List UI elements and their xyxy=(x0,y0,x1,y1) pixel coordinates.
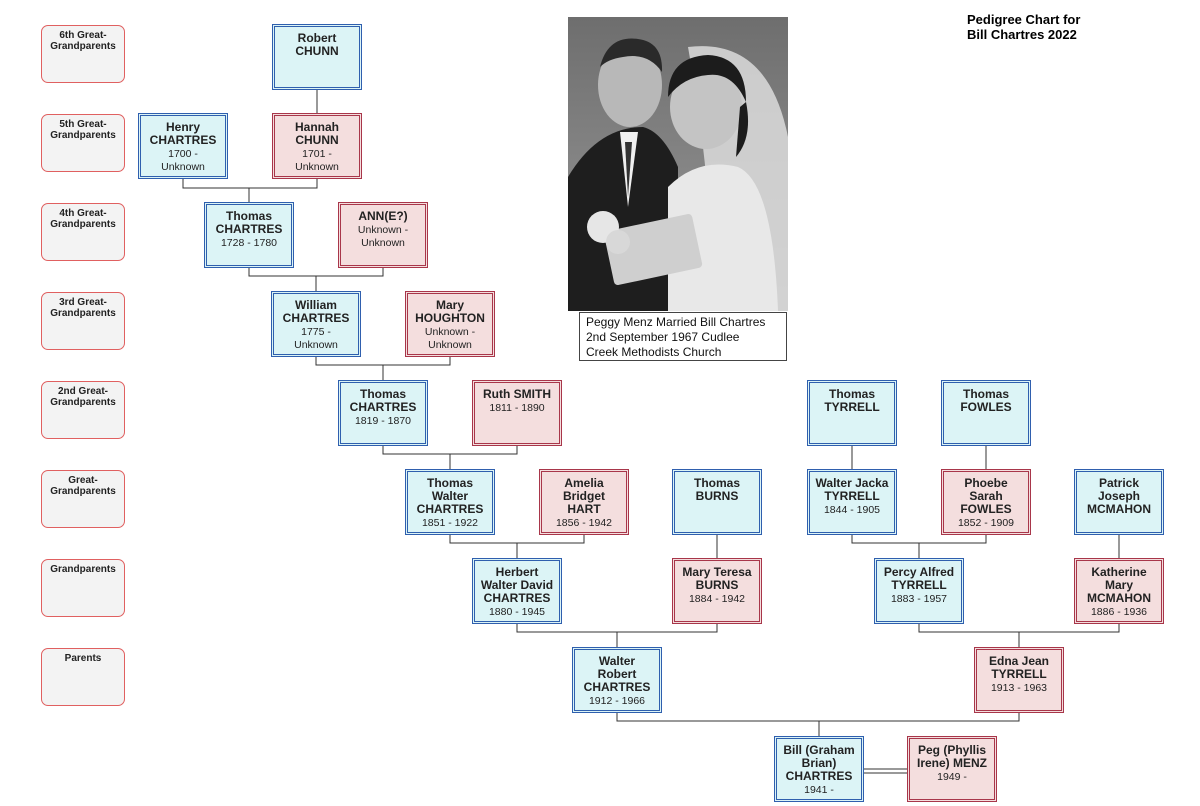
person-card-percy-tyrrell[interactable] xyxy=(874,558,964,624)
wedding-photo xyxy=(568,17,788,311)
generation-label-line: Grandparents xyxy=(50,486,116,497)
person-dates: 1852 - 1909 xyxy=(957,517,1015,529)
person-card-henry-chartres[interactable] xyxy=(138,113,228,179)
photo-caption-line: Creek Methodists Church xyxy=(586,345,722,359)
person-card-patrick-mcmahon[interactable] xyxy=(1074,469,1164,535)
person-dates: Unknown - Unknown xyxy=(357,224,409,249)
person-card-thomas-fowles[interactable] xyxy=(941,380,1031,446)
photo-caption xyxy=(579,312,787,361)
person-dates: 1913 - 1963 xyxy=(990,682,1048,694)
person-dates: Unknown - Unknown xyxy=(424,326,476,351)
person-card-amelia-hart[interactable] xyxy=(539,469,629,535)
person-name: William CHARTRES xyxy=(282,298,350,325)
generation-label-line: 3rd Great- xyxy=(59,297,107,308)
chart-title-line: Pedigree Chart for xyxy=(967,12,1081,27)
person-name: Thomas FOWLES xyxy=(960,387,1012,414)
generation-label-great xyxy=(41,470,125,528)
person-card-thomas-burns[interactable] xyxy=(672,469,762,535)
generation-label-line: 5th Great- xyxy=(59,119,107,130)
person-card-phoebe-fowles[interactable] xyxy=(941,469,1031,535)
person-dates: 1912 - 1966 xyxy=(588,695,646,707)
person-name: Thomas TYRRELL xyxy=(824,387,880,414)
generation-label-3rd-great xyxy=(41,292,125,350)
person-dates: 1819 - 1870 xyxy=(354,415,412,427)
person-dates: 1884 - 1942 xyxy=(688,593,746,605)
photo-caption-line: Peggy Menz Married Bill Chartres xyxy=(586,315,766,329)
person-card-walter-robert-chartres[interactable] xyxy=(572,647,662,713)
person-name: Percy Alfred TYRRELL xyxy=(883,565,955,592)
person-dates: 1886 - 1936 xyxy=(1090,606,1148,618)
person-dates: 1880 - 1945 xyxy=(488,606,546,618)
person-name: Thomas Walter CHARTRES xyxy=(416,476,484,516)
generation-label-4th-great xyxy=(41,203,125,261)
person-name: Thomas CHARTRES xyxy=(349,387,417,414)
person-name: Peg (Phyllis Irene) MENZ xyxy=(916,743,987,770)
person-name: Mary HOUGHTON xyxy=(415,298,485,325)
person-card-thomas-chartres-1819[interactable] xyxy=(338,380,428,446)
generation-label-line: 2nd Great- xyxy=(57,386,108,397)
person-dates: 1844 - 1905 xyxy=(823,504,881,516)
person-dates: 1811 - 1890 xyxy=(489,402,545,414)
person-card-thomas-chartres-1728[interactable] xyxy=(204,202,294,268)
generation-label-line: Grandparents xyxy=(50,308,116,319)
generation-label-line: Grandparents xyxy=(50,219,116,230)
person-name: Patrick Joseph MCMAHON xyxy=(1087,476,1151,516)
chart-title xyxy=(967,12,1080,42)
generation-label-line: Great- xyxy=(68,475,98,486)
person-dates: 1728 - 1780 xyxy=(220,237,278,249)
person-name: ANN(E?) xyxy=(358,209,408,223)
generation-label-line: Grandparents xyxy=(50,397,116,408)
generation-label-line: Grandparents xyxy=(50,41,116,52)
generation-label-line: Grandparents xyxy=(50,130,116,141)
person-name: Edna Jean TYRRELL xyxy=(988,654,1050,681)
generation-label-line: Parents xyxy=(64,653,102,664)
person-card-thomas-tyrrell[interactable] xyxy=(807,380,897,446)
person-dates: 1700 - Unknown xyxy=(161,148,205,173)
person-card-walter-tyrrell[interactable] xyxy=(807,469,897,535)
person-card-thomas-walter-chartres[interactable] xyxy=(405,469,495,535)
generation-label-line: Grandparents xyxy=(50,564,116,575)
person-dates: 1941 - xyxy=(804,784,834,796)
generation-label-grandparents xyxy=(41,559,125,617)
person-card-ruth-smith[interactable] xyxy=(472,380,562,446)
photo-caption-line: 2nd September 1967 Cudlee xyxy=(586,330,740,344)
person-card-robert-chunn[interactable] xyxy=(272,24,362,90)
person-name: Thomas BURNS xyxy=(693,476,740,503)
person-card-bill-chartres[interactable] xyxy=(774,736,864,802)
person-dates: 1851 - 1922 xyxy=(421,517,479,529)
generation-label-2nd-great xyxy=(41,381,125,439)
person-name: Katherine Mary MCMAHON xyxy=(1087,565,1151,605)
person-name: Bill (Graham Brian) CHARTRES xyxy=(783,743,855,783)
generation-label-line: 4th Great- xyxy=(59,208,107,219)
person-dates: 1775 - Unknown xyxy=(294,326,338,351)
person-card-herbert-chartres[interactable] xyxy=(472,558,562,624)
person-name: Robert CHUNN xyxy=(295,31,339,58)
person-dates: 1701 - Unknown xyxy=(295,148,339,173)
person-dates: 1949 - xyxy=(937,771,967,783)
generation-label-5th-great xyxy=(41,114,125,172)
person-card-william-chartres[interactable] xyxy=(271,291,361,357)
person-dates: 1883 - 1957 xyxy=(890,593,948,605)
person-card-edna-tyrrell[interactable] xyxy=(974,647,1064,713)
person-name: Amelia Bridget HART xyxy=(563,476,605,516)
person-card-peg-menz[interactable] xyxy=(907,736,997,802)
person-name: Hannah CHUNN xyxy=(294,120,339,147)
person-card-katherine-mcmahon[interactable] xyxy=(1074,558,1164,624)
chart-title-line: Bill Chartres 2022 xyxy=(967,27,1077,42)
generation-label-parents xyxy=(41,648,125,706)
person-name: Thomas CHARTRES xyxy=(215,209,283,236)
person-name: Phoebe Sarah FOWLES xyxy=(960,476,1012,516)
person-name: Walter Robert CHARTRES xyxy=(583,654,651,694)
person-name: Mary Teresa BURNS xyxy=(682,565,752,592)
person-name: Ruth SMITH xyxy=(483,387,551,401)
person-card-mary-houghton[interactable] xyxy=(405,291,495,357)
person-name: Herbert Walter David CHARTRES xyxy=(480,565,554,605)
person-name: Walter Jacka TYRRELL xyxy=(815,476,889,503)
wedding-photo-image xyxy=(568,17,788,311)
person-dates: 1856 - 1942 xyxy=(555,517,613,529)
generation-label-line: 6th Great- xyxy=(59,30,107,41)
person-card-hannah-chunn[interactable] xyxy=(272,113,362,179)
person-card-anne[interactable] xyxy=(338,202,428,268)
person-card-mary-burns[interactable] xyxy=(672,558,762,624)
generation-label-6th-great xyxy=(41,25,125,83)
person-name: Henry CHARTRES xyxy=(149,120,217,147)
